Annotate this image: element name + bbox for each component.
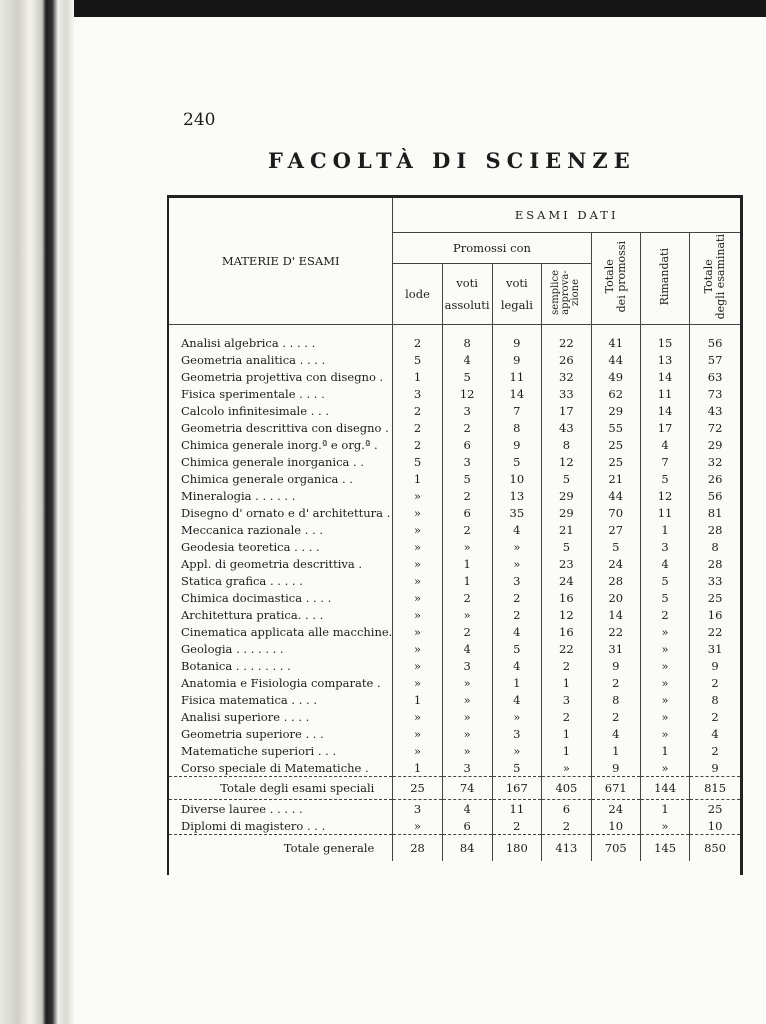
table-row	[169, 800, 740, 818]
value-cell: »	[393, 623, 442, 640]
table-row	[169, 325, 740, 352]
value-cell: 21	[591, 470, 640, 487]
value-cell: 28	[690, 521, 740, 538]
value-cell: »	[442, 538, 492, 555]
value-cell: 29	[591, 402, 640, 419]
value-cell: 2	[640, 606, 689, 623]
value-cell: 44	[591, 351, 640, 368]
value-cell: 2	[690, 708, 740, 725]
value-cell: »	[393, 640, 442, 657]
value-cell: »	[442, 725, 492, 742]
value-cell: »	[393, 674, 442, 691]
value-cell: 4	[492, 623, 542, 640]
value-cell: 44	[591, 487, 640, 504]
subject-name: Analisi algebrica . . . . .	[181, 335, 316, 350]
value-cell: 17	[542, 402, 591, 419]
value-cell: 2	[442, 521, 492, 538]
table-row	[169, 351, 740, 368]
semplice-approvazione-header	[542, 264, 591, 325]
value-cell: »	[640, 623, 689, 640]
value-cell: 145	[640, 835, 689, 862]
subject-header	[169, 198, 393, 325]
value-cell: 5	[393, 453, 442, 470]
value-cell: 4	[492, 521, 542, 538]
exam-table-frame	[167, 195, 743, 875]
value-cell: 57	[690, 351, 740, 368]
value-cell: 16	[690, 606, 740, 623]
value-cell: 22	[542, 640, 591, 657]
value-cell: 3	[492, 572, 542, 589]
value-cell: 31	[690, 640, 740, 657]
subject-name: Diplomi di magistero . . .	[181, 818, 326, 833]
subject-name: Calcolo infinitesimale . . .	[181, 403, 329, 418]
value-cell: 10	[492, 470, 542, 487]
value-cell: 25	[690, 589, 740, 606]
value-cell: 6	[442, 436, 492, 453]
scan-top-edge	[0, 0, 766, 17]
subject-name: Chimica generale organica . .	[181, 471, 353, 486]
value-cell: 55	[591, 419, 640, 436]
value-cell: 2	[591, 674, 640, 691]
value-cell: 3	[393, 800, 442, 818]
value-cell: 8	[591, 691, 640, 708]
value-cell: »	[640, 640, 689, 657]
value-cell: 14	[640, 402, 689, 419]
value-cell: 35	[492, 504, 542, 521]
value-cell: 1	[393, 691, 442, 708]
value-cell: 11	[492, 800, 542, 818]
rimandati-header	[640, 233, 689, 325]
value-cell: 56	[690, 487, 740, 504]
value-cell: 41	[591, 325, 640, 352]
subject-name: Statica grafica . . . . .	[181, 573, 303, 588]
table-row	[169, 436, 740, 453]
value-cell: »	[542, 759, 591, 777]
value-cell: 1	[640, 800, 689, 818]
value-cell: 81	[690, 504, 740, 521]
value-cell: 8	[492, 419, 542, 436]
subject-name: Architettura pratica. . . .	[181, 607, 324, 622]
subject-name: Fisica matematica . . . .	[181, 692, 317, 707]
value-cell: »	[393, 521, 442, 538]
value-cell: 2	[442, 623, 492, 640]
value-cell: 850	[690, 835, 740, 862]
value-cell: 31	[591, 640, 640, 657]
value-cell: 4	[442, 351, 492, 368]
page-number: 240	[183, 110, 216, 130]
value-cell: 12	[640, 487, 689, 504]
table-row	[169, 606, 740, 623]
voti-assoluti-header: voti assoluti	[442, 264, 492, 325]
value-cell: 1	[542, 742, 591, 759]
value-cell: 43	[690, 402, 740, 419]
value-cell: 10	[690, 817, 740, 835]
value-cell: 17	[640, 419, 689, 436]
value-cell: 29	[690, 436, 740, 453]
subject-name: Geometria analitica . . . .	[181, 352, 326, 367]
table-row	[169, 742, 740, 759]
value-cell: 1	[640, 521, 689, 538]
value-cell: 2	[393, 402, 442, 419]
value-cell: 7	[492, 402, 542, 419]
subject-name: Anatomia e Fisiologia comparate .	[181, 675, 381, 690]
esami-dati-header: ESAMI DATI	[393, 198, 740, 233]
subject-name: Corso speciale di Matematiche .	[181, 760, 369, 775]
totale-promossi-header	[591, 233, 640, 325]
value-cell: 26	[542, 351, 591, 368]
table-row	[169, 817, 740, 835]
value-cell: 5	[542, 538, 591, 555]
value-cell: 1	[591, 742, 640, 759]
subject-name: Geometria superiore . . .	[181, 726, 324, 741]
value-cell: 2	[393, 436, 442, 453]
value-cell: 9	[492, 351, 542, 368]
value-cell: 11	[492, 368, 542, 385]
subject-name: Geodesia teoretica . . . .	[181, 539, 320, 554]
value-cell: 5	[393, 351, 442, 368]
value-cell: 4	[640, 436, 689, 453]
table-row	[169, 368, 740, 385]
value-cell: 5	[640, 589, 689, 606]
value-cell: »	[393, 657, 442, 674]
value-cell: 27	[591, 521, 640, 538]
value-cell: 3	[542, 691, 591, 708]
rimandati-label: Rimandati	[658, 248, 672, 306]
value-cell: 28	[393, 835, 442, 862]
value-cell: 10	[591, 817, 640, 835]
table-row	[169, 470, 740, 487]
table-row	[169, 487, 740, 504]
value-cell: 2	[690, 674, 740, 691]
table-row	[169, 777, 740, 800]
value-cell: »	[393, 589, 442, 606]
value-cell: 3	[442, 402, 492, 419]
value-cell: 29	[542, 504, 591, 521]
value-cell: »	[492, 742, 542, 759]
semplice-approvazione-label: semplice approva- zione	[550, 270, 582, 315]
value-cell: 32	[690, 453, 740, 470]
value-cell: 2	[690, 742, 740, 759]
value-cell: »	[442, 606, 492, 623]
total-label: Totale degli esami speciali	[169, 777, 393, 800]
value-cell: 9	[690, 759, 740, 777]
value-cell: »	[640, 674, 689, 691]
value-cell: 25	[393, 777, 442, 800]
value-cell: 1	[393, 470, 442, 487]
value-cell: 3	[393, 385, 442, 402]
value-cell: 1	[542, 674, 591, 691]
value-cell: 12	[542, 453, 591, 470]
subject-name: Geologia . . . . . . .	[181, 641, 284, 656]
value-cell: 23	[542, 555, 591, 572]
value-cell: 11	[640, 385, 689, 402]
table-row	[169, 759, 740, 777]
value-cell: 49	[591, 368, 640, 385]
value-cell: 5	[492, 759, 542, 777]
promossi-con-header: Promossi con	[393, 233, 591, 264]
value-cell: 25	[591, 436, 640, 453]
value-cell: 3	[442, 453, 492, 470]
table-row	[169, 640, 740, 657]
value-cell: »	[640, 759, 689, 777]
value-cell: 43	[542, 419, 591, 436]
value-cell: 2	[492, 817, 542, 835]
table-row	[169, 708, 740, 725]
value-cell: 12	[442, 385, 492, 402]
value-cell: 25	[591, 453, 640, 470]
value-cell: 22	[690, 623, 740, 640]
value-cell: »	[393, 572, 442, 589]
value-cell: »	[393, 538, 442, 555]
value-cell: 11	[640, 504, 689, 521]
page-title: FACOLTÀ DI SCIENZE	[268, 148, 636, 173]
value-cell: 671	[591, 777, 640, 800]
subject-name: Fisica sperimentale . . . .	[181, 386, 325, 401]
value-cell: 7	[640, 453, 689, 470]
totale-esaminati-header	[690, 233, 740, 325]
value-cell: 21	[542, 521, 591, 538]
value-cell: 73	[690, 385, 740, 402]
value-cell: »	[393, 742, 442, 759]
exam-table	[169, 198, 740, 861]
value-cell: 13	[492, 487, 542, 504]
subject-name: Chimica docimastica . . . .	[181, 590, 332, 605]
value-cell: »	[442, 708, 492, 725]
value-cell: 16	[542, 623, 591, 640]
value-cell: 1	[640, 742, 689, 759]
value-cell: 1	[442, 555, 492, 572]
value-cell: 180	[492, 835, 542, 862]
value-cell: 2	[442, 419, 492, 436]
subject-name: Diverse lauree . . . . .	[181, 801, 303, 816]
subject-name: Chimica generale inorg.ª e org.ª .	[181, 437, 378, 452]
value-cell: 6	[442, 504, 492, 521]
table-row	[169, 419, 740, 436]
value-cell: 5	[492, 453, 542, 470]
value-cell: »	[492, 538, 542, 555]
value-cell: »	[442, 742, 492, 759]
value-cell: 28	[690, 555, 740, 572]
subject-name: Geometria projettiva con disegno .	[181, 369, 384, 384]
subject-header-label: MATERIE D' ESAMI	[221, 254, 340, 268]
subject-name: Meccanica razionale . . .	[181, 522, 324, 537]
value-cell: 3	[442, 759, 492, 777]
value-cell: »	[492, 708, 542, 725]
table-row	[169, 402, 740, 419]
value-cell: »	[640, 691, 689, 708]
value-cell: »	[393, 708, 442, 725]
subject-name: Matematiche superiori . . .	[181, 743, 337, 758]
subject-name: Chimica generale inorganica . .	[181, 454, 365, 469]
table-row	[169, 623, 740, 640]
value-cell: 9	[591, 657, 640, 674]
value-cell: 5	[640, 572, 689, 589]
value-cell: 9	[690, 657, 740, 674]
table-row	[169, 385, 740, 402]
value-cell: 24	[591, 555, 640, 572]
value-cell: »	[640, 657, 689, 674]
value-cell: »	[393, 504, 442, 521]
subject-name: Appl. di geometria descrittiva .	[181, 556, 363, 571]
value-cell: »	[393, 606, 442, 623]
subject-name: Disegno d' ornato e d' architettura .	[181, 505, 391, 520]
value-cell: 20	[591, 589, 640, 606]
value-cell: 70	[591, 504, 640, 521]
value-cell: 5	[640, 470, 689, 487]
value-cell: »	[442, 691, 492, 708]
table-row	[169, 657, 740, 674]
value-cell: 72	[690, 419, 740, 436]
value-cell: 4	[591, 725, 640, 742]
value-cell: 1	[542, 725, 591, 742]
table-row	[169, 674, 740, 691]
value-cell: 2	[393, 325, 442, 352]
value-cell: 9	[492, 325, 542, 352]
table-row	[169, 725, 740, 742]
value-cell: 8	[542, 436, 591, 453]
value-cell: 4	[640, 555, 689, 572]
value-cell: 2	[393, 419, 442, 436]
value-cell: 5	[492, 640, 542, 657]
table-right-rule	[740, 195, 743, 875]
value-cell: 63	[690, 368, 740, 385]
value-cell: 6	[442, 817, 492, 835]
value-cell: »	[393, 555, 442, 572]
value-cell: 22	[591, 623, 640, 640]
value-cell: 33	[690, 572, 740, 589]
value-cell: 15	[640, 325, 689, 352]
value-cell: 16	[542, 589, 591, 606]
table-row	[169, 691, 740, 708]
value-cell: 1	[393, 368, 442, 385]
value-cell: 2	[492, 589, 542, 606]
value-cell: 705	[591, 835, 640, 862]
value-cell: 1	[393, 759, 442, 777]
value-cell: 2	[492, 606, 542, 623]
value-cell: 1	[442, 572, 492, 589]
value-cell: 3	[492, 725, 542, 742]
subject-name: Mineralogia . . . . . .	[181, 488, 296, 503]
value-cell: 2	[542, 817, 591, 835]
table-row	[169, 521, 740, 538]
value-cell: 5	[591, 538, 640, 555]
value-cell: »	[393, 817, 442, 835]
value-cell: 24	[542, 572, 591, 589]
value-cell: 24	[591, 800, 640, 818]
value-cell: 2	[542, 657, 591, 674]
value-cell: »	[640, 708, 689, 725]
lode-header: lode	[393, 264, 442, 325]
value-cell: 3	[640, 538, 689, 555]
value-cell: 4	[492, 657, 542, 674]
value-cell: 4	[442, 800, 492, 818]
value-cell: »	[640, 817, 689, 835]
subject-name: Botanica . . . . . . . .	[181, 658, 291, 673]
value-cell: 26	[690, 470, 740, 487]
voti-legali-header: voti legali	[492, 264, 542, 325]
value-cell: 2	[591, 708, 640, 725]
value-cell: 74	[442, 777, 492, 800]
value-cell: »	[442, 674, 492, 691]
value-cell: 405	[542, 777, 591, 800]
value-cell: 144	[640, 777, 689, 800]
table-row	[169, 504, 740, 521]
table-row	[169, 589, 740, 606]
subject-rows	[169, 325, 740, 862]
value-cell: 167	[492, 777, 542, 800]
total-label: Totale generale	[169, 835, 393, 862]
subject-name: Geometria descrittiva con disegno .	[181, 420, 389, 435]
value-cell: 62	[591, 385, 640, 402]
book-spine-edge	[0, 0, 74, 1024]
table-row	[169, 453, 740, 470]
value-cell: 14	[591, 606, 640, 623]
value-cell: 4	[690, 725, 740, 742]
value-cell: 2	[442, 487, 492, 504]
value-cell: 9	[492, 436, 542, 453]
value-cell: »	[492, 555, 542, 572]
value-cell: 5	[442, 470, 492, 487]
value-cell: 5	[442, 368, 492, 385]
table-row	[169, 555, 740, 572]
value-cell: 9	[591, 759, 640, 777]
value-cell: 4	[492, 691, 542, 708]
value-cell: 8	[690, 538, 740, 555]
value-cell: 12	[542, 606, 591, 623]
table-row	[169, 572, 740, 589]
value-cell: 5	[542, 470, 591, 487]
value-cell: 1	[492, 674, 542, 691]
subject-name: Cinematica applicata alle macchine.	[181, 624, 393, 639]
value-cell: 33	[542, 385, 591, 402]
subject-name: Analisi superiore . . . .	[181, 709, 310, 724]
totale-promossi-label: Totale dei promossi	[602, 241, 628, 313]
value-cell: »	[393, 487, 442, 504]
value-cell: 13	[640, 351, 689, 368]
totale-esaminati-label: Totale degli esaminati	[702, 234, 728, 320]
value-cell: 14	[640, 368, 689, 385]
value-cell: 29	[542, 487, 591, 504]
table-row	[169, 835, 740, 862]
value-cell: 4	[442, 640, 492, 657]
value-cell: 56	[690, 325, 740, 352]
value-cell: 3	[442, 657, 492, 674]
value-cell: 8	[442, 325, 492, 352]
value-cell: 22	[542, 325, 591, 352]
value-cell: 413	[542, 835, 591, 862]
value-cell: 32	[542, 368, 591, 385]
value-cell: 6	[542, 800, 591, 818]
value-cell: 2	[442, 589, 492, 606]
value-cell: 8	[690, 691, 740, 708]
value-cell: »	[640, 725, 689, 742]
value-cell: 28	[591, 572, 640, 589]
value-cell: 25	[690, 800, 740, 818]
value-cell: 14	[492, 385, 542, 402]
value-cell: 2	[542, 708, 591, 725]
value-cell: »	[393, 725, 442, 742]
value-cell: 815	[690, 777, 740, 800]
table-row	[169, 538, 740, 555]
value-cell: 84	[442, 835, 492, 862]
